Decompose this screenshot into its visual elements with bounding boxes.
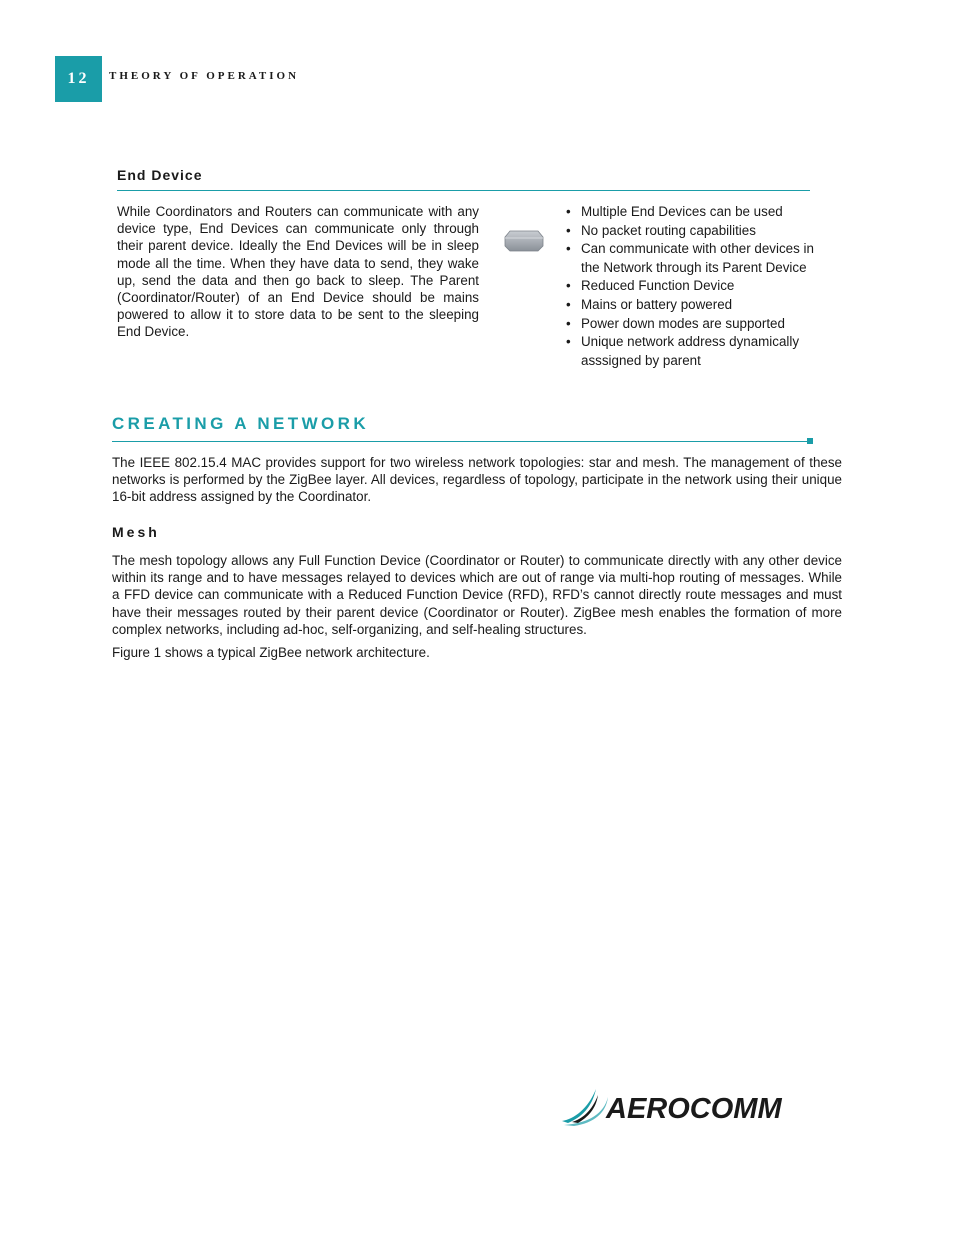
network-intro: The IEEE 802.15.4 MAC provides support for two wireless network topologies: star and mesh. The management of these networks is performed by the ZigBee layer. All devices, regardless of topology, participate in the network using their unique 16-bit address assigned by the Coordinator.: [112, 455, 842, 505]
feature-item: • Multiple End Devices can be used: [566, 203, 836, 222]
chapter-title: THEORY OF OPERATION: [109, 70, 300, 82]
end-device-description: While Coordinators and Routers can communicate with any device type, End Devices can communicate only through their parent device. Ideally the End Devices will be in sleep mode all the time. When they have data to send, they wake up, send the data and then go back to sleep. The Parent (Coordinator/Router) of an End Device should be mains powered to allow it to store data to be sent to the sleeping End Device.: [117, 204, 479, 340]
feature-item: • Can communicate with other devices in the Network through its Parent Device: [566, 240, 836, 277]
feature-item: • Unique network address dynamically asssigned by parent: [566, 333, 836, 370]
feature-item: • Power down modes are supported: [566, 315, 836, 334]
feature-item: • Mains or battery powered: [566, 296, 836, 315]
mesh-heading: Mesh: [112, 524, 160, 540]
logo-text: AEROCOMM: [606, 1093, 782, 1125]
end-device-features: [566, 203, 836, 370]
aerocomm-swoosh-logo: [560, 1083, 832, 1127]
end-device-heading: End Device: [117, 167, 203, 183]
end-device-rule: [117, 190, 810, 191]
section-rule-end-marker: [807, 438, 813, 444]
page-number: 12: [55, 56, 102, 102]
section-rule: [112, 441, 809, 442]
mesh-description: The mesh topology allows any Full Function Device (Coordinator or Router) to communicate directly with any other device within its range and to have messages relayed to devices which are out of range via multi-hop routing of messages. While a FFD device can communicate with a Reduced Function Device (RFD), RFD’s cannot directly route messages and must have their messages routed by their parent device (Coordinator or Router). ZigBee mesh enables the formation of more complex networks, including ad-hoc, self-organizing, and self-healing structures.: [112, 553, 842, 637]
creating-network-heading: CREATING A NETWORK: [112, 414, 369, 433]
figure-reference: Figure 1 shows a typical ZigBee network architecture.: [112, 645, 430, 660]
feature-item: • Reduced Function Device: [566, 277, 836, 296]
feature-item: • No packet routing capabilities: [566, 222, 836, 241]
device-chip-icon: [504, 229, 544, 253]
